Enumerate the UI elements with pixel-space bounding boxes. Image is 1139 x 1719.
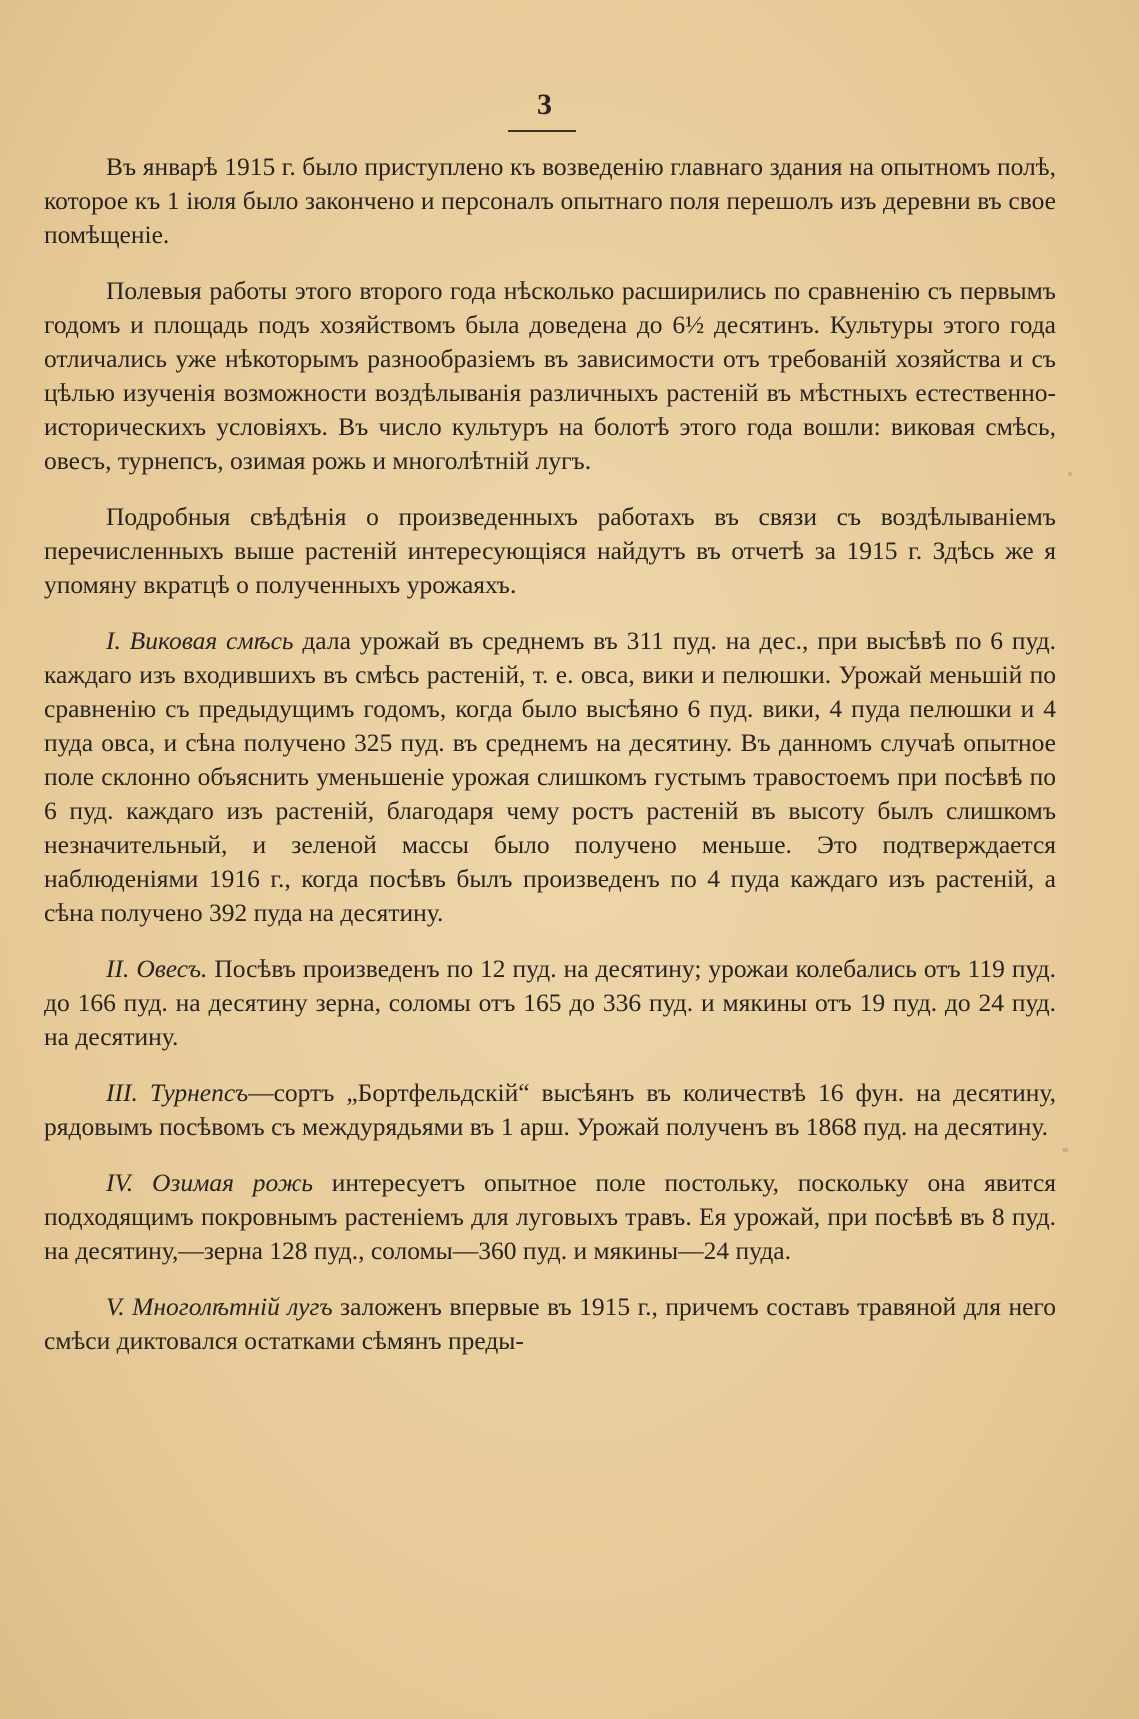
paragraph-meadow-text: заложенъ впервые въ 1915 г., причемъ составъ травяной для него смѣси диктовался остатками сѣмянъ преды- — [44, 1292, 1057, 1355]
paragraph-1 — [44, 150, 1056, 252]
paragraph-meadow — [44, 1290, 1056, 1358]
paragraph-vetch-mix-text: дала урожай въ среднемъ въ 311 пуд. на дес., при высѣвѣ по 6 пуд. каждаго изъ входившихъ въ смѣсь растеній, т. е. овса, вики и пелюшки. Урожай меньшій по сравненію съ предыдущимъ годомъ, когда было высѣяно 6 пуд. вики, 4 пуда пелюшки и 4 пуда овса, и сѣна получено 325 пуд. въ среднемъ на десятину. Въ данномъ случаѣ опытное поле склонно объяснить уменьшеніе урожая слишкомъ густымъ травостоемъ при посѣвѣ по 6 пуд. каждаго изъ растеній, благодаря чему ростъ растеній въ высоту былъ слишкомъ незначительный, и зеленой массы было получено меньше. Это подтверждается наблюденіями 1916 г., когда посѣвъ былъ произведенъ по 4 пуда каждаго изъ растеній, а сѣна получено 392 пуда на десятину. — [44, 626, 1056, 927]
paragraph-turnip-text: —сортъ „Бортфельдскій“ высѣянъ въ количествѣ 16 фун. на десятину, рядовымъ посѣвомъ съ междурядьями въ 1 арш. Урожай полученъ въ 1868 пуд. на десятину. — [44, 1078, 1057, 1141]
section-heading-winter-rye: IV. Озимая рожь — [106, 1168, 313, 1197]
section-heading-oats: II. Овесъ. — [106, 954, 208, 983]
paper-smudge — [1062, 1148, 1069, 1152]
paragraph-winter-rye — [44, 1166, 1056, 1268]
paragraph-turnip — [44, 1076, 1056, 1144]
paper-smudge — [1068, 472, 1072, 476]
paragraph-oats — [44, 952, 1056, 1054]
paragraph-2 — [44, 274, 1056, 478]
text-body — [44, 150, 1056, 1380]
section-heading-meadow: V. Многолѣтній лугъ — [106, 1292, 333, 1321]
section-heading-vetch-mix: I. Виковая смѣсь — [106, 626, 294, 655]
paragraph-2-text: Полевыя работы этого второго года нѣсколько расширились по сравненію съ первымъ годомъ и площадь подъ хозяйствомъ была доведена до 6½ десятинъ. Культуры этого года отличались уже нѣкоторымъ разнообразіемъ въ зависимости отъ требованій хозяйства и съ цѣлью изученія возможности воздѣлыванія различныхъ растеній въ мѣстныхъ естественно-историческихъ условіяхъ. Въ число культуръ на болотѣ этого года вошли: виковая смѣсь, овесъ, турнепсъ, озимая рожь и многолѣтній лугъ. — [44, 276, 1056, 475]
paragraph-3-text: Подробныя свѣдѣнія о произведенныхъ работахъ въ связи съ воздѣлываніемъ перечисленныхъ выше растеній интересующіяся найдутъ въ отчетѣ за 1915 г. Здѣсь же я упомяну вкратцѣ о полученныхъ урожаяхъ. — [44, 502, 1056, 599]
paragraph-oats-text: Посѣвъ произведенъ по 12 пуд. на десятину; урожаи колебались отъ 119 пуд. до 166 пуд. на десятину зерна, соломы отъ 165 до 336 пуд. и мякины отъ 19 пуд. до 24 пуд. на десятину. — [44, 954, 1056, 1051]
section-heading-turnip: III. Турнепсъ — [106, 1078, 249, 1107]
paragraph-3 — [44, 500, 1056, 602]
page-number: 3 — [537, 88, 553, 121]
page-number-rule — [508, 130, 576, 132]
paragraph-vetch-mix — [44, 624, 1056, 930]
paragraph-1-text: Въ январѣ 1915 г. было приступлено къ возведенію главнаго здания на опытномъ полѣ, которое къ 1 іюля было закончено и персоналъ опытнаго поля перешолъ изъ деревни въ свое помѣщеніе. — [44, 152, 1056, 249]
paragraph-winter-rye-text: интересуетъ опытное поле постольку, поскольку она явится подходящимъ покровнымъ растеніемъ для луговыхъ травъ. Ея урожай, при посѣвѣ въ 8 пуд. на десятину,—зерна 128 пуд., соломы—360 пуд. и мякины—24 пуда. — [44, 1168, 1056, 1265]
